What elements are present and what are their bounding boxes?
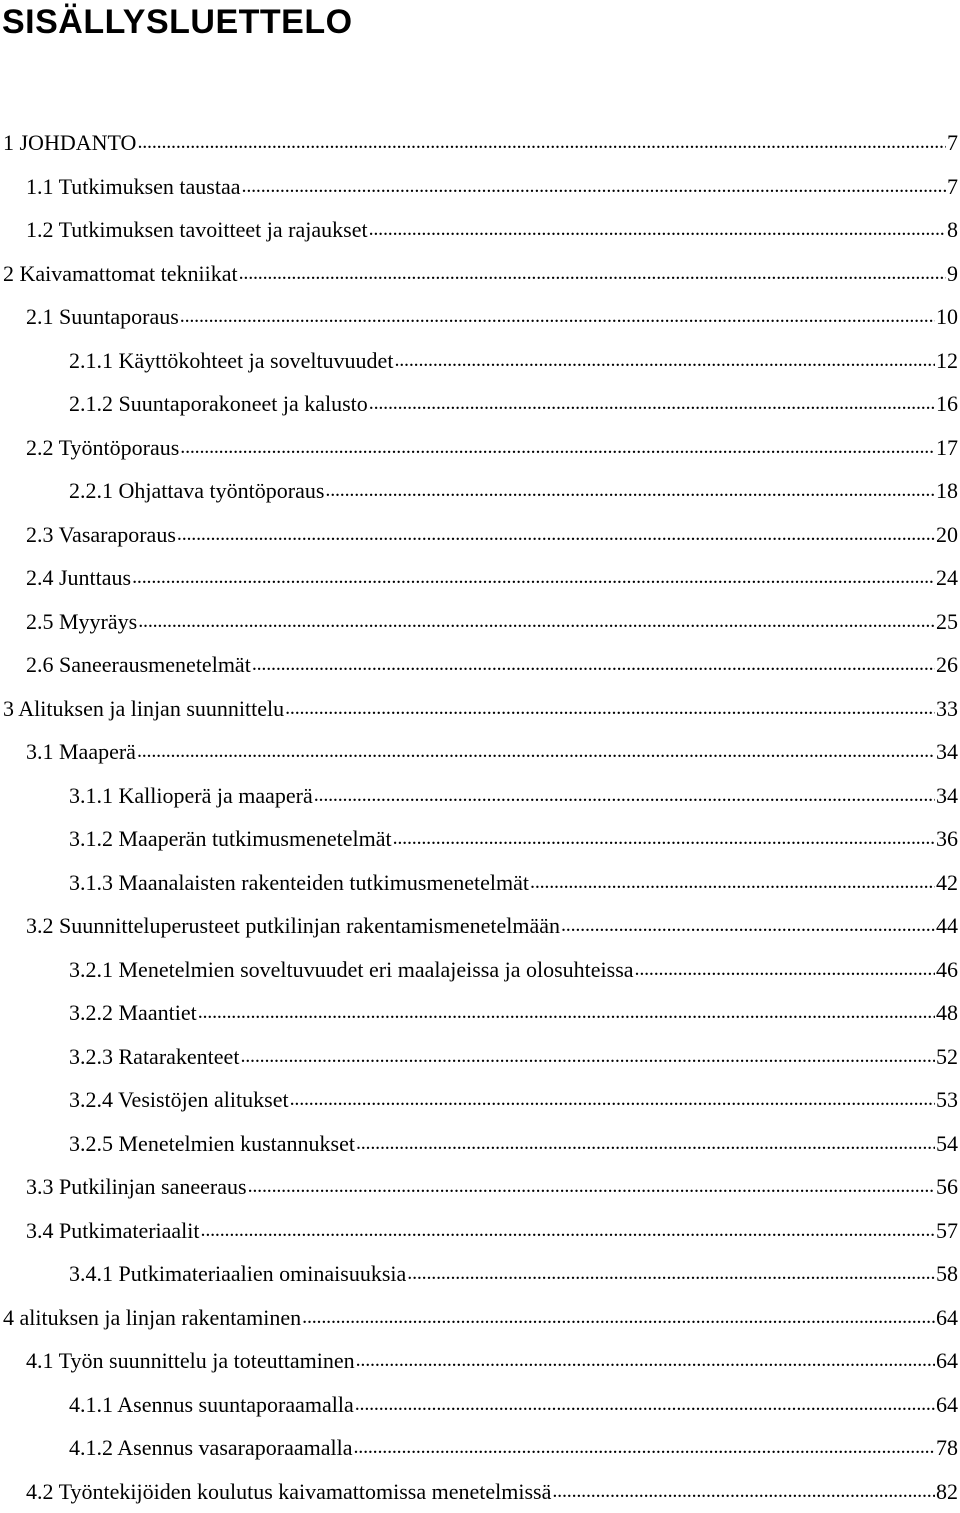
toc-entry[interactable]: [0, 556, 960, 600]
toc-entry-label: 2.1.2 Suuntaporakoneet ja kalusto: [69, 382, 368, 426]
dot-leader: [177, 511, 935, 557]
toc-entry[interactable]: [0, 1252, 960, 1296]
toc-entry[interactable]: [0, 295, 960, 339]
toc-entry-page-number: 25: [936, 600, 958, 644]
toc-entry[interactable]: [0, 426, 960, 470]
dot-leader: [356, 1120, 935, 1166]
toc-entry-label: 4.1.1 Asennus suuntaporaamalla: [69, 1383, 354, 1427]
toc-entry-label: 3.4.1 Putkimateriaalien ominaisuuksia: [69, 1252, 406, 1296]
toc-entry-page-number: 20: [936, 513, 958, 557]
toc-entry[interactable]: [0, 948, 960, 992]
dot-leader: [242, 163, 946, 209]
toc-entry-label: 3.2.4 Vesistöjen alitukset: [69, 1078, 289, 1122]
toc-entry-page-number: 64: [936, 1296, 958, 1340]
toc-entry[interactable]: [0, 600, 960, 644]
toc-entry-page-number: 53: [936, 1078, 958, 1122]
toc-entry-page-number: 9: [947, 252, 958, 296]
toc-entry-page-number: 44: [936, 904, 958, 948]
toc-entry[interactable]: [0, 1339, 960, 1383]
toc-entry-page-number: 34: [936, 730, 958, 774]
toc-entry[interactable]: [0, 1470, 960, 1513]
dot-leader: [239, 250, 946, 296]
dot-leader: [180, 424, 935, 470]
toc-entry-label: 3.2.2 Maantiet: [69, 991, 197, 1035]
dot-leader: [240, 1033, 935, 1079]
toc-entry[interactable]: [0, 469, 960, 513]
toc-entry-label: 3.1.1 Kallioperä ja maaperä: [69, 774, 313, 818]
toc-entry[interactable]: [0, 861, 960, 905]
toc-entry-page-number: 34: [936, 774, 958, 818]
toc-entry[interactable]: [0, 513, 960, 557]
dot-leader: [285, 685, 935, 731]
dot-leader: [314, 772, 935, 818]
toc-entry-label: 2.2 Työntöporaus: [26, 426, 179, 470]
toc-entry-label: 4.2 Työntekijöiden koulutus kaivamattomissa menetelmissä: [26, 1470, 551, 1513]
toc-entry-page-number: 33: [936, 687, 958, 731]
dot-leader: [561, 902, 935, 948]
toc-entry-label: 3 Alituksen ja linjan suunnittelu: [3, 687, 284, 731]
dot-leader: [394, 337, 935, 383]
toc-entry-page-number: 24: [936, 556, 958, 600]
dot-leader: [290, 1076, 935, 1122]
dot-leader: [132, 554, 935, 600]
toc-entry-label: 4 alituksen ja linjan rakentaminen: [3, 1296, 301, 1340]
dot-leader: [353, 1424, 935, 1470]
toc-entry-page-number: 42: [936, 861, 958, 905]
toc-entry[interactable]: [0, 643, 960, 687]
toc-entry-label: 1 JOHDANTO: [3, 121, 136, 165]
toc-entry-page-number: 58: [936, 1252, 958, 1296]
toc-entry-label: 4.1 Työn suunnittelu ja toteuttaminen: [26, 1339, 355, 1383]
toc-entry[interactable]: [0, 1035, 960, 1079]
toc-entry-page-number: 64: [936, 1339, 958, 1383]
toc-entry[interactable]: [0, 1296, 960, 1340]
dot-leader: [198, 989, 935, 1035]
toc-entry[interactable]: [0, 817, 960, 861]
dot-leader: [138, 598, 935, 644]
toc-entry[interactable]: [0, 1383, 960, 1427]
toc-entry-page-number: 7: [947, 165, 958, 209]
dot-leader: [302, 1294, 935, 1340]
toc-entry-label: 2.5 Myyräys: [26, 600, 137, 644]
toc-entry-label: 3.3 Putkilinjan saneeraus: [26, 1165, 247, 1209]
toc-entry-page-number: 18: [936, 469, 958, 513]
toc-entry-page-number: 64: [936, 1383, 958, 1427]
dot-leader: [635, 946, 935, 992]
toc-entry-page-number: 7: [947, 121, 958, 165]
dot-leader: [393, 815, 935, 861]
toc-entry-label: 3.2.3 Ratarakenteet: [69, 1035, 239, 1079]
toc-entry-page-number: 16: [936, 382, 958, 426]
toc-entry[interactable]: [0, 730, 960, 774]
dot-leader: [137, 728, 935, 774]
toc-entry-label: 3.2.1 Menetelmien soveltuvuudet eri maalajeissa ja olosuhteissa: [69, 948, 634, 992]
dot-leader: [369, 380, 935, 426]
toc-entry[interactable]: [0, 121, 960, 165]
toc-entry-page-number: 36: [936, 817, 958, 861]
toc-entry-label: 3.1.2 Maaperän tutkimusmenetelmät: [69, 817, 392, 861]
toc-entry-label: 3.1.3 Maanalaisten rakenteiden tutkimusmenetelmät: [69, 861, 529, 905]
toc-entry-label: 2.3 Vasaraporaus: [26, 513, 176, 557]
toc-entry-label: 3.1 Maaperä: [26, 730, 136, 774]
toc-entry-label: 2.2.1 Ohjattava työntöporaus: [69, 469, 324, 513]
page-title: SISÄLLYSLUETTELO: [2, 0, 353, 44]
toc-entry-label: 3.4 Putkimateriaalit: [26, 1209, 200, 1253]
toc-entry-label: 2.1 Suuntaporaus: [26, 295, 179, 339]
toc-entry-label: 3.2.5 Menetelmien kustannukset: [69, 1122, 355, 1166]
toc-entry[interactable]: [0, 252, 960, 296]
toc-entry[interactable]: [0, 382, 960, 426]
toc-entry[interactable]: [0, 774, 960, 818]
toc-entry-page-number: 57: [936, 1209, 958, 1253]
toc-entry[interactable]: [0, 339, 960, 383]
toc-entry-label: 2 Kaivamattomat tekniikat: [3, 252, 238, 296]
toc-entry[interactable]: [0, 208, 960, 252]
toc-entry[interactable]: [0, 991, 960, 1035]
toc-entry-page-number: 26: [936, 643, 958, 687]
toc-entry-label: 2.1.1 Käyttökohteet ja soveltuvuudet: [69, 339, 393, 383]
toc-entry[interactable]: [0, 1209, 960, 1253]
dot-leader: [325, 467, 935, 513]
dot-leader: [180, 293, 935, 339]
toc-entry[interactable]: [0, 687, 960, 731]
toc-entry-label: 2.6 Saneerausmenetelmät: [26, 643, 251, 687]
dot-leader: [355, 1381, 935, 1427]
toc-entry-label: 3.2 Suunnitteluperusteet putkilinjan rakentamismenetelmään: [26, 904, 560, 948]
toc-entry-label: 4.1.2 Asennus vasaraporaamalla: [69, 1426, 352, 1470]
toc-entry[interactable]: [0, 1426, 960, 1470]
toc-entry-page-number: 10: [936, 295, 958, 339]
toc-entry[interactable]: [0, 1122, 960, 1166]
table-of-contents: [0, 121, 960, 1513]
dot-leader: [248, 1163, 935, 1209]
dot-leader: [252, 641, 935, 687]
toc-entry-page-number: 8: [947, 208, 958, 252]
toc-entry-page-number: 78: [936, 1426, 958, 1470]
dot-leader: [356, 1337, 935, 1383]
toc-entry-page-number: 52: [936, 1035, 958, 1079]
toc-entry-page-number: 54: [936, 1122, 958, 1166]
toc-entry-page-number: 48: [936, 991, 958, 1035]
toc-entry-label: 1.2 Tutkimuksen tavoitteet ja rajaukset: [26, 208, 368, 252]
dot-leader: [369, 206, 946, 252]
toc-entry-page-number: 17: [936, 426, 958, 470]
toc-entry[interactable]: [0, 1165, 960, 1209]
dot-leader: [552, 1468, 935, 1513]
toc-entry-page-number: 46: [936, 948, 958, 992]
toc-entry-page-number: 12: [936, 339, 958, 383]
dot-leader: [201, 1207, 935, 1253]
dot-leader: [530, 859, 935, 905]
dot-leader: [137, 119, 946, 165]
toc-entry[interactable]: [0, 904, 960, 948]
dot-leader: [407, 1250, 935, 1296]
toc-entry-page-number: 56: [936, 1165, 958, 1209]
toc-entry-label: 2.4 Junttaus: [26, 556, 131, 600]
toc-entry[interactable]: [0, 1078, 960, 1122]
toc-entry[interactable]: [0, 165, 960, 209]
toc-entry-label: 1.1 Tutkimuksen taustaa: [26, 165, 241, 209]
toc-entry-page-number: 82: [936, 1470, 958, 1513]
